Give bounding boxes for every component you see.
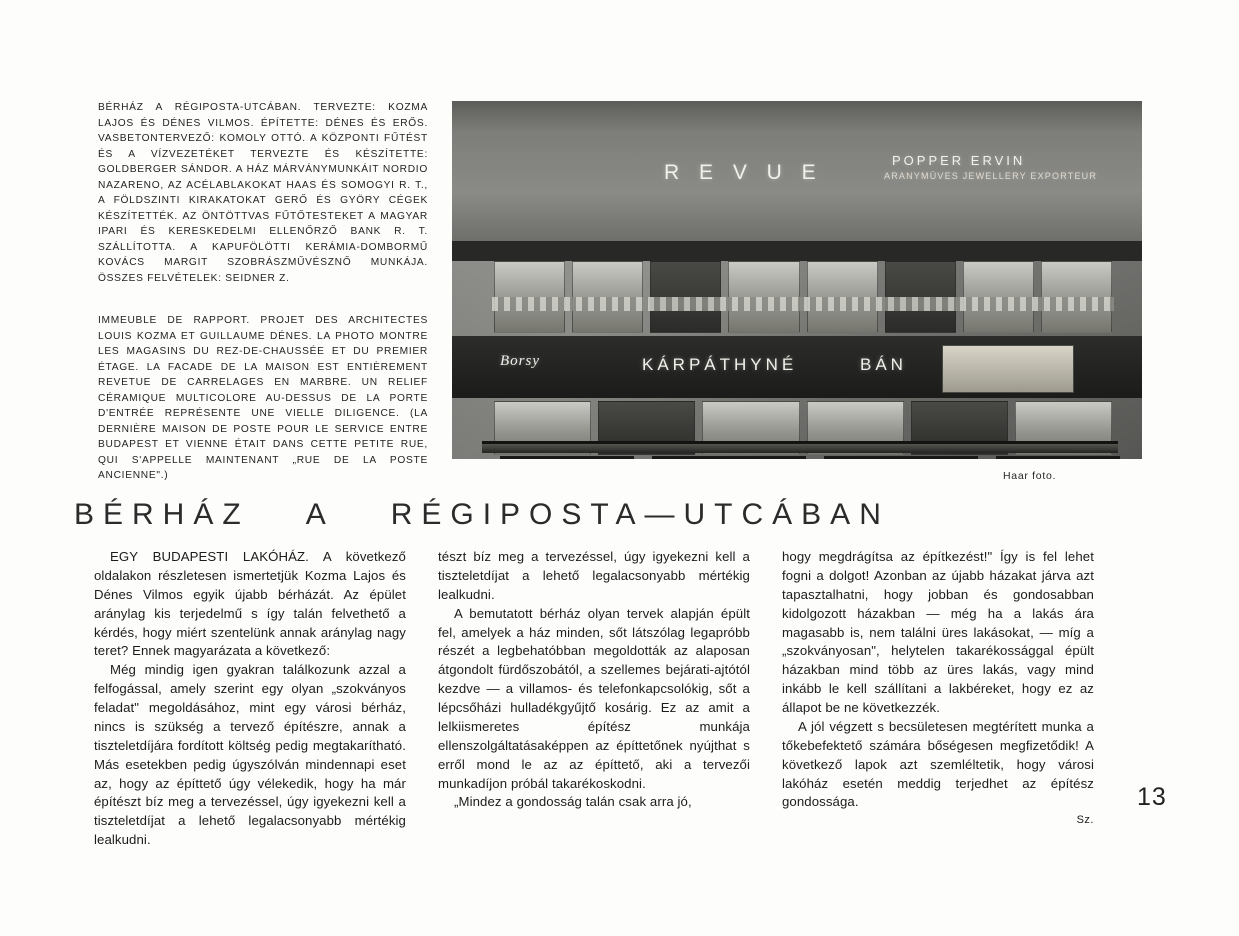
sign-jewellery: ARANYMÜVES JEWELLERY EXPORTEUR	[884, 171, 1098, 181]
caption-column	[98, 100, 428, 484]
page-number: 13	[1137, 783, 1167, 811]
paragraph: EGY BUDAPESTI LAKÓHÁZ. A következő oldalakon részletesen ismertetjük Kozma Lajos és Dénes Vilmos egyik újabb bérházát. Az épület aránylag kis terjedelmű s így talán felvethető a kérdés, hogy miért szentelünk annak aránylag nagy teret? Ennek magyarázata a következő:	[94, 549, 406, 659]
sign-revue: R E V U E	[664, 161, 823, 184]
shop-window	[652, 456, 806, 459]
shop-plaque	[942, 345, 1074, 393]
text-column-2	[438, 548, 750, 850]
shopfront	[482, 441, 1118, 453]
shop-window	[824, 456, 978, 459]
paragraph: A bemutatott bérház olyan tervek alapján épült fel, amelyek a ház minden, sőt látszólag legapróbb részét a legbehatóbban megoldották az alaposan átgondolt fürdőszobától, a szellemes bejárati-ajtótól kezdve — a villamos- és telefonkapcsolókig, sőt a lépcsőházi hulladékgyűjtő kosárig. Ez az amit a lelkiismeretes építész munkája ellenszolgáltatásaképpen az építtetőnek nyújthat s erről mond le az az építtető, aki a tervezői munkadíjon próbál takarékoskodni.	[438, 605, 750, 791]
headline-word-3: RÉGIPOSTA—UTCÁBAN	[390, 498, 890, 531]
author-signature: Sz.	[1076, 814, 1094, 827]
caption-french: IMMEUBLE DE RAPPORT. PROJET DES ARCHITECTES LOUIS KOZMA ET GUILLAUME DÉNES. LA PHOTO MONTRE LES MAGASINS DU REZ-DE-CHAUSSÉE ET DU PREMIER ÉTAGE. LA FACADE DE LA MAISON EST ENTIÈREMENT REVETUE DE CARRELAGES EN MARBRE. UN RELIEF CÉRAMIQUE MULTICOLORE AU-DESSUS DE LA PORTE D'ENTRÉE REPRÉSENTE UNE VIELLE DILIGENCE. (LA DERNIÈRE MAISON DE POSTE POUR LE SERVICE ENTRE BUDAPEST ET VIENNE ÉTAIT DANS CETTE PETITE RUE, QUI S'APPELLE MAINTENANT „RUE DE LA POSTE ANCIENNE".)	[98, 315, 428, 481]
shop-window	[500, 456, 634, 459]
paragraph: Még mindig igen gyakran találkozunk azzal a felfogással, amely szerint egy olyan „szokványos feladat" megoldásához, mint egy városi bérház, nincs is szükség a tervező építészre, annak a tiszteletdíjára fordított költség pedig megtakarítható. Más esetekben pedig úgyszólván mindennapi eset az, hogy az építtető úgy vélekedik, hogy ha már építészt bíz meg a tervezéssel, úgy igyekezni kell a tiszteletdíjat a lehető legalacsonyabb mértékig lealkudni.	[94, 662, 406, 848]
headline-word-2: A	[305, 498, 335, 531]
sign-karpathyne: KÁRPÁTHYNÉ	[642, 355, 798, 374]
sign-popper-ervin: POPPER ERVIN	[892, 153, 1026, 168]
photo-surface	[452, 101, 1142, 459]
article-body	[94, 548, 1094, 850]
photo-credit: Haar foto.	[1003, 470, 1057, 482]
awning	[492, 297, 1114, 311]
headline-word-1: BÉRHÁZ	[74, 498, 250, 531]
paragraph: hogy megdrágítsa az építkezést!" Így is fel lehet fogni a dolgot! Azonban az újabb házakat járva azt tapasztalhatni, hogy jobban és gondosabban kidolgozott házakban — még ha a lakás ára magasabb is, nem találni üres lakásokat, — míg a „szokványosan", helytelen takarékossággal épült házakban mind több az üres lakás, vagy mind inkább le kell szállítani a lakbéreket, hogy ez az állapot be ne következzék.	[782, 549, 1094, 715]
sign-borsy: Borsy	[500, 353, 540, 369]
paragraph: A jól végzett s becsületesen megtérített munka a tőkebefektető számára bőségesen megfizetődik! A következő lapok azt szemléltetik, hogy városi lakóház esetén meddig terjedhet az építész gondossága.	[782, 718, 1094, 810]
facade-band-1	[452, 241, 1142, 261]
text-column-1	[94, 548, 406, 850]
building-photograph	[452, 101, 1142, 459]
paragraph: „Mindez a gondosság talán csak arra jó,	[454, 794, 692, 810]
caption-hungarian: BÉRHÁZ A RÉGIPOSTA-UTCÁBAN. TERVEZTE: KOZMA LAJOS ÉS DÉNES VILMOS. ÉPÍTETTE: DÉNES ÉS ERŐS. VASBETONTERVEZŐ: KOMOLY OTTÓ. A KÖZPONTI FŰTÉST ÉS A VÍZVEZETÉKET TERVEZTE ÉS KÉSZÍTETTE: GOLDBERGER SÁNDOR. A HÁZ MÁRVÁNYMUNKÁIT NORDIO NAZARENO, AZ ACÉLABLAKOKAT HAAS ÉS SOMOGYI R. T., A FÖLDSZINTI KIRAKATOKAT GERŐ ÉS GYÖRY CÉGEK KÉSZÍTETTÉK. AZ ÖNTÖTTVAS FŰTŐTESTEKET A MAGYAR IPARI ÉS KERESKEDELMI ELLENŐRZŐ BANK R. T. SZÁLLÍTOTTA. A KAPUFÖLÖTTI KERÁMIA-DOMBORMŰ KOVÁCS MARGIT SZOBRÁSZMŰVÉSZNŐ MUNKÁJA. ÖSSZES FELVÉTELEK: SEIDNER Z.	[98, 102, 428, 284]
paragraph: tészt bíz meg a tervezéssel, úgy igyekezni kell a tiszteletdíjat a lehető legalacsonyabb mértékig lealkudni.	[438, 549, 750, 602]
sign-ban: BÁN	[860, 355, 907, 374]
page-title	[74, 498, 1084, 532]
text-column-3	[782, 548, 1094, 850]
shop-window	[996, 456, 1120, 459]
